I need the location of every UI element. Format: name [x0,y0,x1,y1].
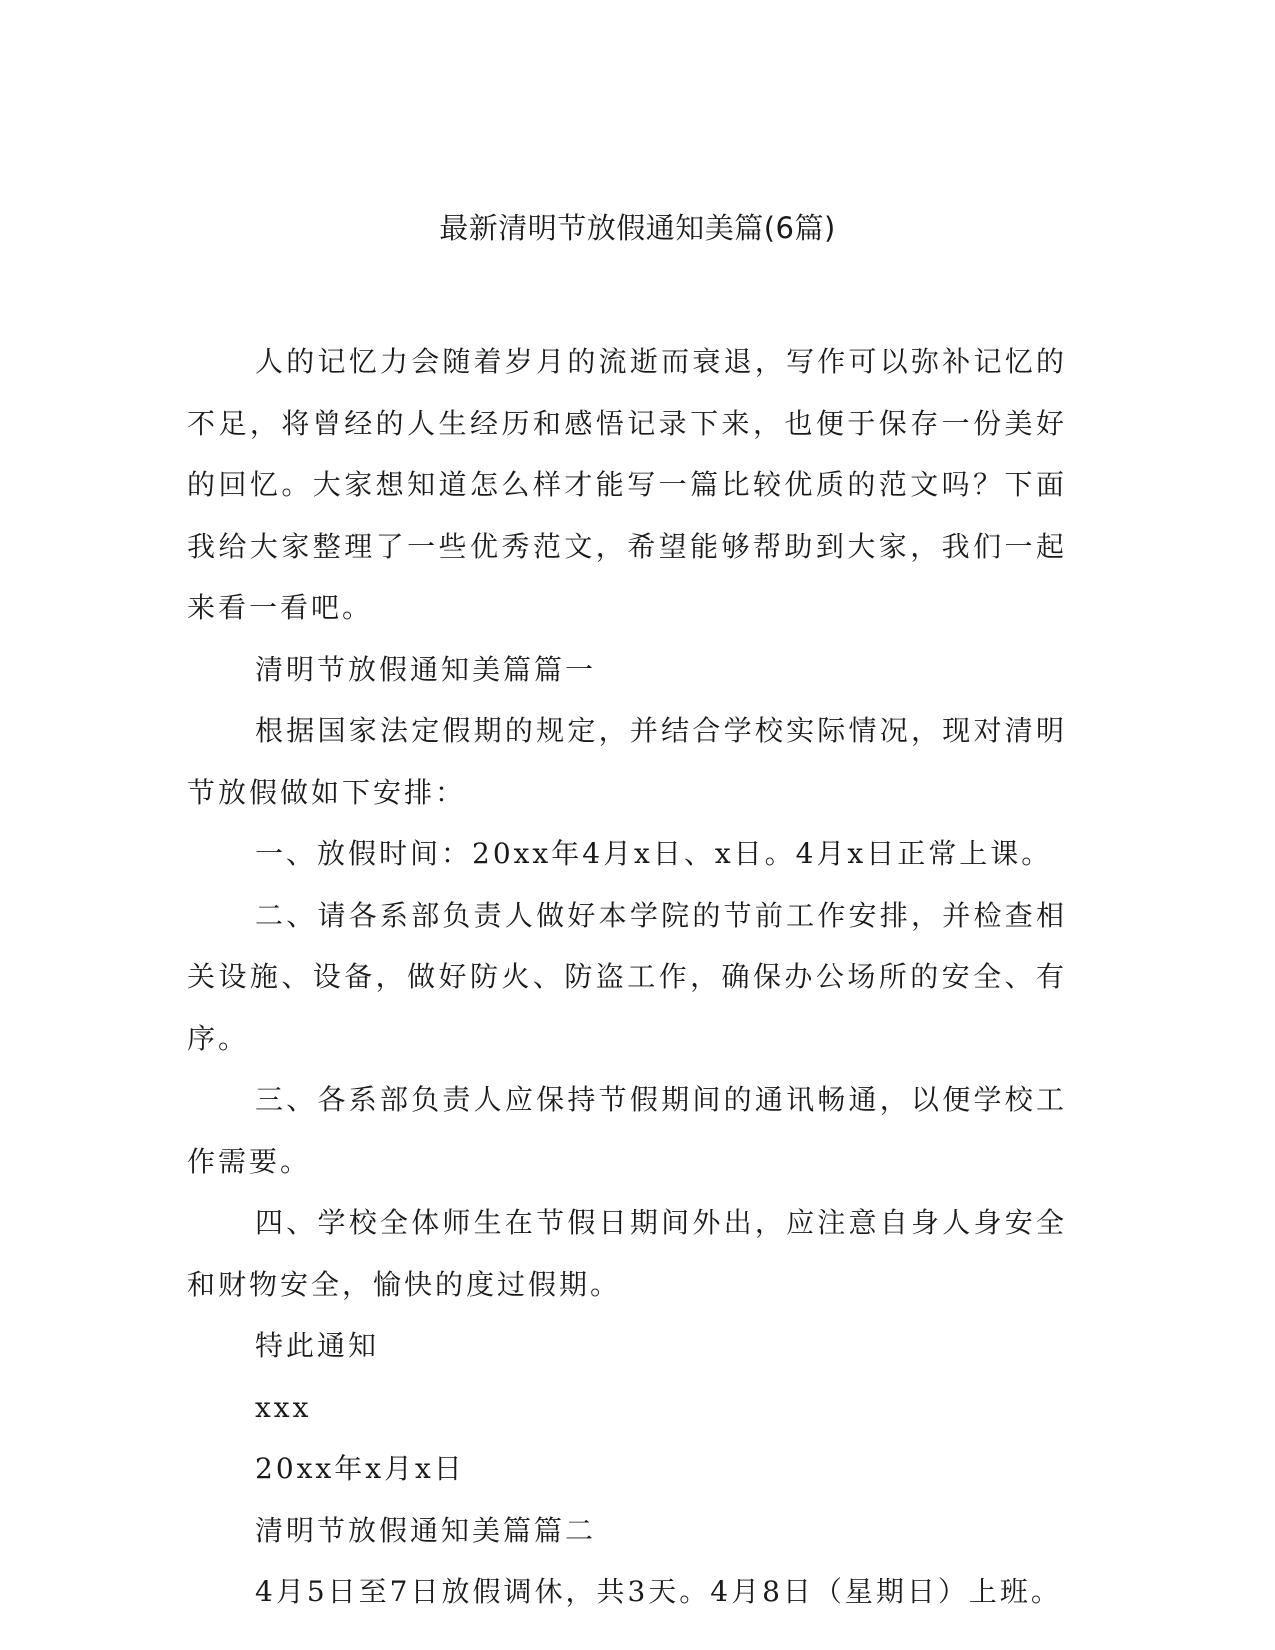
holiday-schedule-paragraph: 4月5日至7日放假调休，共3天。4月8日（星期日）上班。 [255,1575,1062,1608]
item-1-paragraph: 一、放假时间：20xx年4月x日、x日。4月x日正常上课。 [255,837,1053,870]
item-2-paragraph: 二、请各系部负责人做好本学院的节前工作安排，并检查相关设施、设备，做好防火、防盗工作，确保办公场所的安全、有序。 [187,898,1067,1055]
item-4-paragraph: 四、学校全体师生在节假日期间外出，应注意自身人身安全和财物安全，愉快的度过假期。 [187,1206,1067,1301]
section-heading-2: 清明节放假通知美篇篇二 [255,1513,597,1547]
notice-paragraph: 根据国家法定假期的规定，并结合学校实际情况，现对清明节放假做如下安排： [187,714,1067,809]
document-title: 最新清明节放假通知美篇(6篇) [439,211,836,245]
item-3-paragraph: 三、各系部负责人应保持节假期间的通讯畅通，以便学校工作需要。 [187,1083,1067,1178]
closing-line: 特此通知 [255,1329,380,1362]
document-body [187,331,1067,1623]
date-line: 20xx年x月x日 [255,1452,465,1485]
intro-paragraph: 人的记忆力会随着岁月的流逝而衰退，写作可以弥补记忆的不足，将曾经的人生经历和感悟记录下来，也便于保存一份美好的回忆。大家想知道怎么样才能写一篇比较优质的范文吗？下面我给大家整理了一些优秀范文，希望能够帮助到大家，我们一起来看一看吧。 [187,345,1067,624]
section-heading-1: 清明节放假通知美篇篇一 [255,652,597,686]
signature-line: xxx [255,1390,312,1424]
